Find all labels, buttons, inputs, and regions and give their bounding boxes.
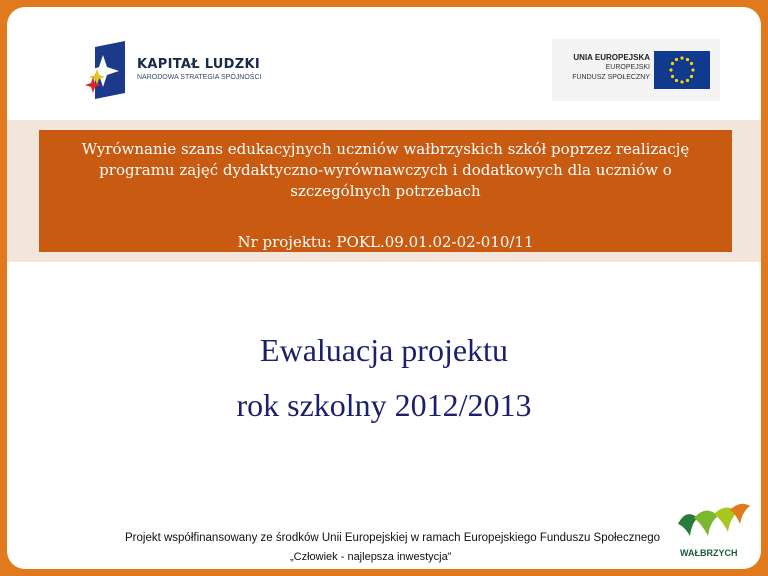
kapital-ludzki-logo [85, 41, 275, 99]
slide-title-line1: Ewaluacja projektu [260, 332, 508, 368]
walbrzych-logo [672, 500, 752, 566]
eu-logo-title: UNIA EUROPEJSKA [573, 53, 650, 62]
eu-logo [552, 39, 720, 101]
eu-logo-line2: FUNDUSZ SPOŁECZNY [572, 74, 650, 81]
walbrzych-mark-icon [672, 500, 752, 546]
eu-flag-icon [654, 51, 710, 89]
project-number: Nr projektu: POKL.09.01.02-02-010/11 [237, 233, 534, 251]
project-banner [7, 120, 761, 262]
project-description: Wyrównanie szans edukacyjnych uczniów wałbrzyskich szkół poprzez realizację programu zajęć dydaktyczno-wyrównawczych i dodatkowych dla uczniów o szczególnych potrzebach [81, 140, 690, 200]
eu-logo-line1: EUROPEJSKI [605, 64, 650, 71]
slide [7, 7, 761, 569]
slide-title-line2: rok szkolny 2012/2013 [236, 387, 532, 423]
footer-slogan: „Człowiek - najlepsza inwestycja” [290, 551, 452, 563]
footer-cofinancing-note: Projekt współfinansowany ze środków Unii Europejskiej w ramach Europejskiego Funduszu Społecznego [125, 532, 661, 544]
kapital-ludzki-mark-icon [85, 41, 133, 99]
kapital-ludzki-subtitle: NARODOWA STRATEGIA SPÓJNOŚCI [137, 74, 262, 81]
walbrzych-label: WAŁBRZYCH [680, 548, 738, 558]
project-banner-box [39, 130, 732, 252]
kapital-ludzki-title: KAPITAŁ LUDZKI [137, 57, 260, 72]
